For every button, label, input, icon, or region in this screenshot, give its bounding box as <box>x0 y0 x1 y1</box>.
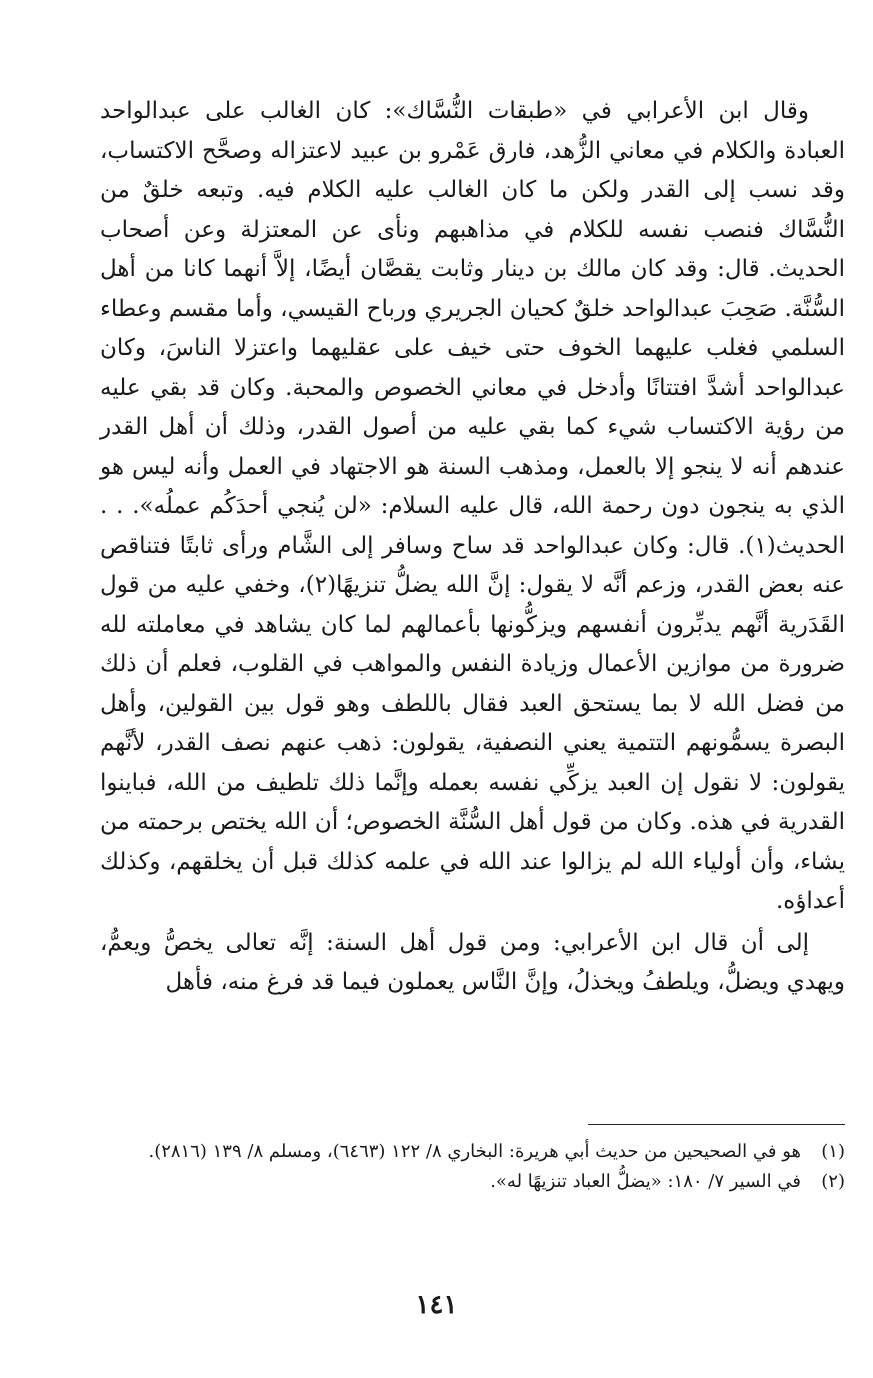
footnote-1 <box>100 1137 845 1167</box>
footnote-text: هو في الصحيحين من حديث أبي هريرة: البخاري ٨/ ١٢٢ (٦٤٦٣)، ومسلم ٨/ ١٣٩ (٢٨١٦). <box>148 1141 801 1162</box>
paragraph-1: وقال ابن الأعرابي في «طبقات النُّسَّاك»: كان الغالب على عبدالواحد العبادة والكلام في معاني الزُّهد، فارق عَمْرو بن عبيد لاعتزاله وصحَّح الاكتساب، وقد نسب إلى القدر ولكن ما كان الغالب عليه الكلام فيه. وتبعه خلقٌ من النُّسَّاك فنصب نفسه للكلام في مذاهبهم ونأى عن المعتزلة وعن أصحاب الحديث. قال: وقد كان مالك بن دينار وثابت يقصَّان أيضًا، إلاَّ أنهما كانا من أهل السُّنَّة. صَحِبَ عبدالواحد خلقٌ كحيان الجريري ورباح القيسي، وأما مقسم وعطاء السلمي فغلب عليهما الخوف حتى خيف على عقليهما واعتزلا الناسَ، وكان عبدالواحد أشدَّ افتتانًا وأدخل في معاني الخصوص والمحبة. وكان قد بقي عليه من رؤية الاكتساب شيء كما بقي عليه من أصول القدر، وذلك أن أهل القدر عندهم أنه لا ينجو إلا بالعمل، ومذهب السنة هو الاجتهاد في العمل وأنه ليس هو الذي به ينجون دون رحمة الله، قال عليه السلام: «لن يُنجي أحدَكُم عملُه». . . الحديث(١). قال: وكان عبدالواحد قد ساح وسافر إلى الشَّام ورأى ثابتًا فتناقص عنه بعض القدر، وزعم أنَّه لا يقول: إنَّ الله يضلُّ تنزيهًا(٢)، وخفي عليه من قول القَدَرية أنَّهم يدبِّرون أنفسهم ويزكُّونها بأعمالهم لما كان يشاهد في معاملته لله ضرورة من موازين الأعمال وزيادة النفس والمواهب في القلوب، فعلم أن ذلك من فضل الله لا بما يستحق العبد فقال باللطف وهو قول بين القولين، وأهل البصرة يسمُّونهم التتمية يعني النصفية، يقولون: ذهب عنهم نصف القدر، لأنَّهم يقولون: لا نقول إن العبد يزكِّي نفسه بعمله وإنَّما ذلك تلطيف من الله، فباينوا القدرية في هذه. وكان من قول أهل السُّنَّة الخصوص؛ أن الله يختص برحمته من يشاء، وأن أولياء الله لم يزالوا عند الله في علمه كذلك قبل أن يخلقهم، وكذلك أعداؤه. <box>100 98 845 914</box>
footnote-text: في السير ٧/ ١٨٠: «يضلُّ العباد تنزيهًا له». <box>490 1171 801 1192</box>
paragraph-2: إلى أن قال ابن الأعرابي: ومن قول أهل السنة: إنَّه تعالى يخصُّ ويعمُّ، ويهدي ويضلُّ، ويلطفُ ويخذلُ، وإنَّ النَّاس يعملون فيما قد فرغ منه، فأهل <box>100 929 845 995</box>
footnote-number: (١) <box>821 1141 845 1162</box>
footnote-2 <box>100 1167 845 1197</box>
main-text <box>100 92 845 1003</box>
footnote-number: (٢) <box>821 1171 845 1192</box>
footnotes <box>100 1137 845 1197</box>
footnote-separator <box>588 1124 845 1125</box>
page-number: ١٤١ <box>415 1290 458 1320</box>
